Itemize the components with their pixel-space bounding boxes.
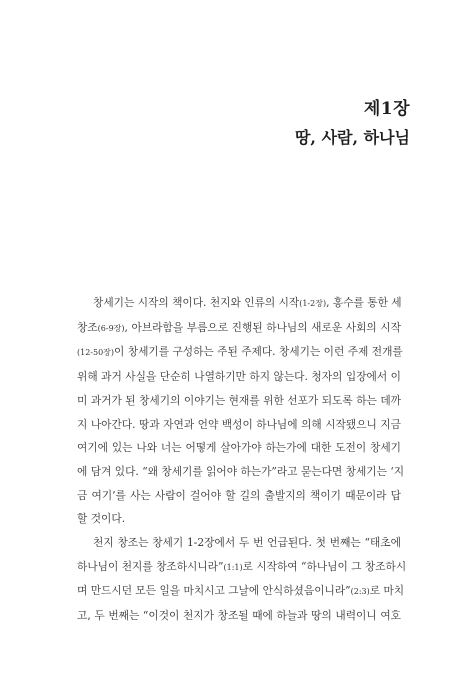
text-line: 위해 과거 사실을 단순히 나열하기만 하지 않는다. 청자의 입장에서 이 <box>77 370 401 384</box>
text-line: 창조(6-9장), 아브라함을 부름으로 진행된 하나님의 새로운 사회의 시작 <box>77 320 401 334</box>
text-line: 여기에 있는 나와 너는 어떻게 살아가야 하는가에 대한 도전이 창세기 <box>77 441 401 455</box>
body-text <box>77 291 407 628</box>
chapter-heading <box>295 96 410 151</box>
text-line: (12-50장)이 창세기를 구성하는 주된 주제다. 창세기는 이런 주제 전개를 <box>77 345 403 359</box>
text-line: 며 만드시던 모든 일을 마치시고 그날에 안식하셨음이니라”(2:3)로 마치 <box>77 584 405 598</box>
text-line: 창세기는 시작의 책이다. 천지와 인류의 시작(1-2장), 홍수를 통한 세 <box>93 296 402 309</box>
paragraph <box>77 291 405 531</box>
text-line: 미 과거가 된 창세기의 이야기는 현재를 위한 선포가 되도록 하는 데까 <box>77 393 401 407</box>
text-line: 에 담겨 있다. “왜 창세기를 읽어야 하는가”라고 묻는다면 창세기는 ‘지 <box>77 464 405 478</box>
chapter-number: 제1장 <box>363 99 410 119</box>
text-line: 할 것이다. <box>77 512 126 526</box>
text-line: 고, 두 번째는 “이것이 천지가 창조될 때에 하늘과 땅의 내력이니 여호 <box>77 609 401 623</box>
text-line: 하나님이 천지를 창조하시니라”(1:1)로 시작하여 “하나님이 그 창조하시 <box>77 559 407 573</box>
text-line: 금 여기’를 사는 사람이 걸어야 할 길의 출발지의 책이기 때문이라 답 <box>77 488 401 502</box>
text-line: 지 나아간다. 땅과 자연과 언약 백성이 하나님에 의해 시작됐으니 지금 <box>77 417 401 431</box>
chapter-title: 땅, 사람, 하나님 <box>294 128 410 147</box>
text-line: 천지 창조는 창세기 1-2장에서 두 번 언급된다. 첫 번째는 “태초에 <box>93 536 401 550</box>
paragraph <box>77 531 407 628</box>
